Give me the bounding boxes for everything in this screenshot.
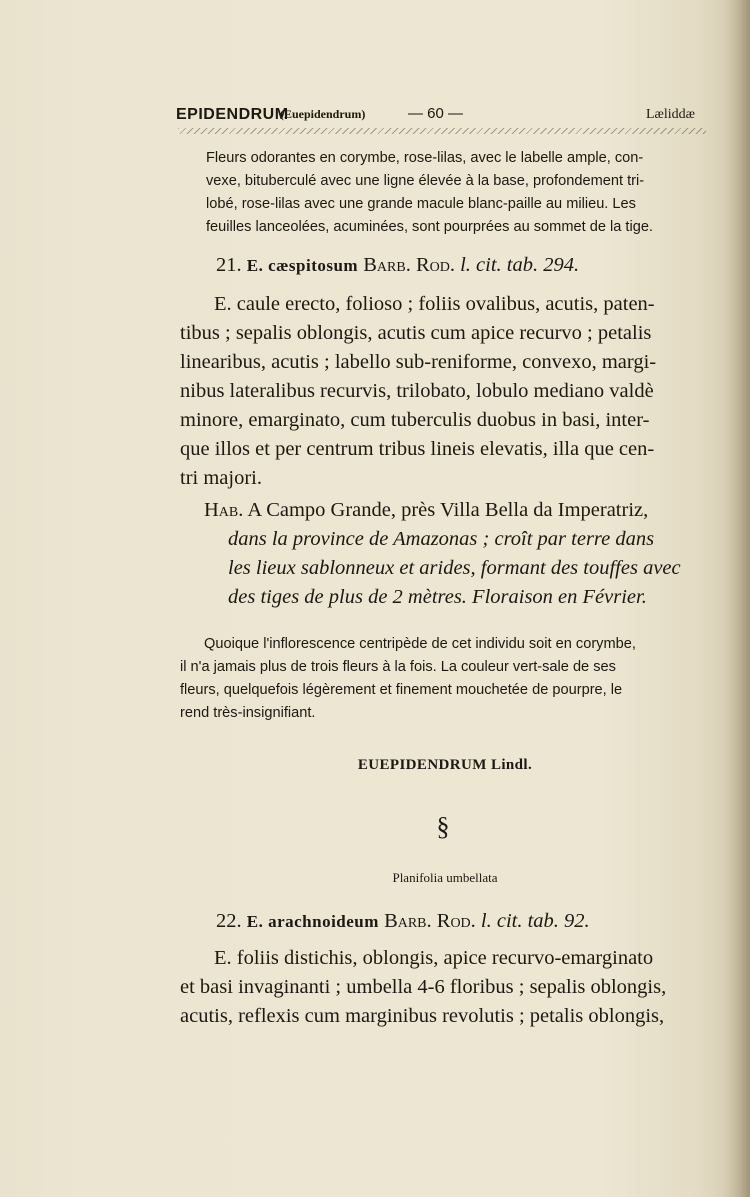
text-line: que illos et per centrum tribus lineis elevatis, illa que cen- <box>180 438 655 460</box>
habitat-line <box>204 496 704 525</box>
habitat-label: Hab. <box>204 499 244 521</box>
latin-diagnosis-22 <box>180 944 705 1031</box>
text-line: des tiges de plus de 2 mètres. Floraison en Février. <box>228 586 647 608</box>
section-mark: § <box>436 812 450 841</box>
text-line: et basi invaginanti ; umbella 4-6 floribus ; sepalis oblongis, <box>180 976 667 998</box>
text-line: minore, emarginato, cum tuberculis duobus in basi, inter- <box>180 409 650 431</box>
latin-diagnosis-21 <box>180 290 705 493</box>
habitat-text: A Campo Grande, près Villa Bella da Imperatriz, <box>247 499 649 521</box>
paragraph-description <box>206 147 706 239</box>
species-name: E. arachnoideum <box>246 912 379 931</box>
habitat-21 <box>204 496 704 612</box>
text-line: Quoique l'inflorescence centripède de cet individu soit en corymbe, <box>204 636 636 652</box>
header-wavy-rule <box>178 128 706 134</box>
text-line: Fleurs odorantes en corymbe, rose-lilas, avec le labelle ample, con- <box>206 150 644 166</box>
running-genus: EPIDENDRUM <box>176 106 289 123</box>
page-gutter-shadow <box>724 0 750 1197</box>
paragraph-remarks <box>180 633 705 725</box>
text-line: dans la province de Amazonas ; croît par terre dans <box>228 528 655 550</box>
text-line: vexe, bituberculé avec une ligne élevée à la base, profondement tri- <box>206 173 645 189</box>
text-line: E. caule erecto, folioso ; foliis ovalibus, acutis, paten- <box>214 293 655 315</box>
section-heading: EUEPIDENDRUM Lindl. <box>357 757 533 773</box>
species-reference: l. cit. tab. 92. <box>480 910 590 932</box>
species-author: Barb. Rod. <box>363 254 455 276</box>
text-line: tri majori. <box>180 467 262 489</box>
text-line: E. foliis distichis, oblongis, apice recurvo-emarginato <box>214 947 654 969</box>
text-line: acutis, reflexis cum marginibus revolutis ; petalis oblongis, <box>180 1005 665 1027</box>
text-line: fleurs, quelquefois légèrement et finement mouchetée de pourpre, le <box>180 682 623 698</box>
text-line: les lieux sablonneux et arides, formant des touffes avec <box>228 557 681 579</box>
text-line: tibus ; sepalis oblongis, acutis cum apice recurvo ; petalis <box>180 322 652 344</box>
text-line: feuilles lanceolées, acuminées, sont pourprées au sommet de la tige. <box>206 219 653 235</box>
text-line: linearibus, acutis ; labello sub-reniforme, convexo, margi- <box>180 351 657 373</box>
text-line: nibus lateralibus recurvis, trilobato, lobulo mediano valdè <box>180 380 654 402</box>
running-family: Læliddæ <box>646 107 696 122</box>
subsection-heading: Planifolia umbellata <box>392 870 498 885</box>
page-number: — 60 — <box>408 105 464 122</box>
text-line: rend très-insignifiant. <box>180 705 316 721</box>
entry-22-heading <box>216 910 590 933</box>
running-subgenus: (Euepidendrum) <box>280 107 366 121</box>
species-reference: l. cit. tab. 294. <box>460 254 580 276</box>
entry-number: 21. <box>216 254 242 276</box>
entry-number: 22. <box>216 910 242 932</box>
species-name: E. cæspitosum <box>246 256 359 275</box>
text-line: il n'a jamais plus de trois fleurs à la fois. La couleur vert-sale de ses <box>180 659 616 675</box>
text-line: lobé, rose-lilas avec une grande macule blanc-paille au milieu. Les <box>206 196 636 212</box>
running-header <box>176 104 700 126</box>
species-author: Barb. Rod. <box>384 910 476 932</box>
entry-21-heading <box>216 254 579 277</box>
